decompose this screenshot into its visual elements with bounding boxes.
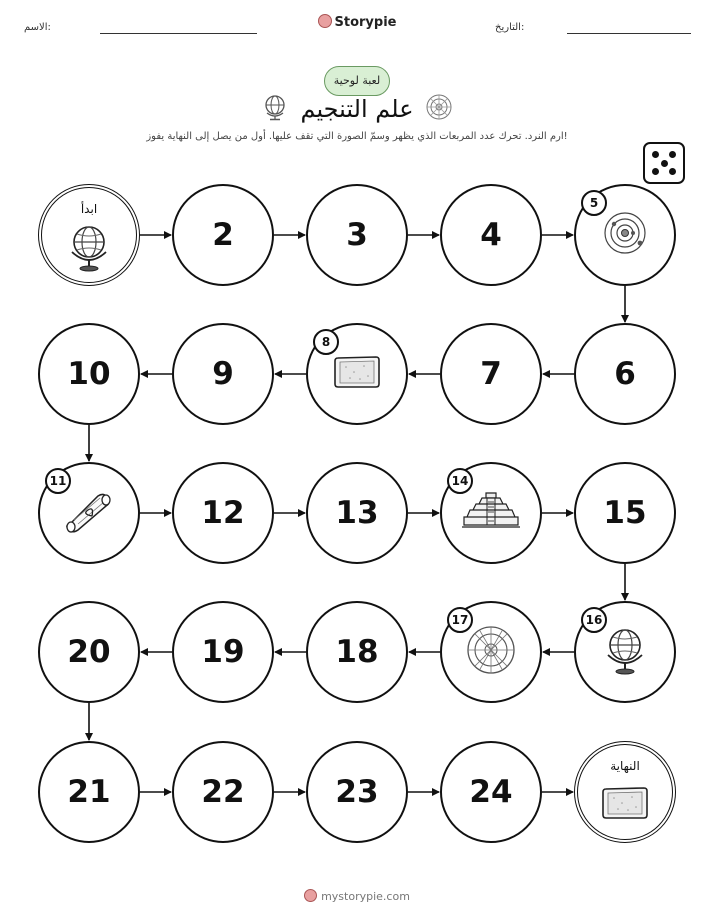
page-title: علم التنجيم bbox=[300, 95, 414, 123]
globe-icon bbox=[66, 222, 112, 276]
cell-number: 18 bbox=[335, 634, 379, 670]
cell-number-badge: 16 bbox=[581, 607, 607, 633]
cell-number-badge: 17 bbox=[447, 607, 473, 633]
board-cell-12 bbox=[172, 462, 274, 564]
board-cell-4 bbox=[440, 184, 542, 286]
scroll-icon bbox=[62, 488, 116, 538]
cell-number: 24 bbox=[469, 774, 513, 810]
cell-number-badge: 11 bbox=[45, 468, 71, 494]
board-cell-9 bbox=[172, 323, 274, 425]
board-cell-8 bbox=[306, 323, 408, 425]
board-cell-13 bbox=[306, 462, 408, 564]
start-label: ابدأ bbox=[80, 202, 98, 216]
board-cell-23 bbox=[306, 741, 408, 843]
cell-number: 20 bbox=[67, 634, 111, 670]
board-cell-10 bbox=[38, 323, 140, 425]
cell-number-badge: 8 bbox=[313, 329, 339, 355]
clay-tablet-icon bbox=[332, 354, 382, 394]
cell-number: 3 bbox=[346, 217, 368, 253]
brand-name: Storypie bbox=[334, 15, 397, 30]
game-type-tag: لعبة لوحية bbox=[324, 66, 390, 96]
cell-number: 7 bbox=[480, 356, 502, 392]
board-cell-2 bbox=[172, 184, 274, 286]
cell-number: 2 bbox=[212, 217, 234, 253]
cell-number: 9 bbox=[212, 356, 234, 392]
footer-url: mystorypie.com bbox=[321, 890, 410, 903]
cell-number: 13 bbox=[335, 495, 379, 531]
board-cell-18 bbox=[306, 601, 408, 703]
board-cell-16 bbox=[574, 601, 676, 703]
end-cell bbox=[574, 741, 676, 843]
board-cell-19 bbox=[172, 601, 274, 703]
zodiac-wheel-icon bbox=[466, 625, 516, 679]
pyramid-icon bbox=[462, 489, 520, 537]
cell-number: 12 bbox=[201, 495, 245, 531]
clay-tablet-icon bbox=[600, 785, 650, 825]
board-cell-22 bbox=[172, 741, 274, 843]
cell-number: 15 bbox=[603, 495, 647, 531]
board-cell-15 bbox=[574, 462, 676, 564]
board-cell-14 bbox=[440, 462, 542, 564]
cell-number-badge: 14 bbox=[447, 468, 473, 494]
globe-icon bbox=[602, 625, 648, 679]
storypie-logo-icon bbox=[304, 889, 317, 902]
board-cell-24 bbox=[440, 741, 542, 843]
start-cell bbox=[38, 184, 140, 286]
cell-number: 10 bbox=[67, 356, 111, 392]
board-cell-11 bbox=[38, 462, 140, 564]
name-label: الاسم: bbox=[24, 22, 51, 33]
solar-system-icon bbox=[602, 210, 648, 260]
board-cell-17 bbox=[440, 601, 542, 703]
cell-number: 23 bbox=[335, 774, 379, 810]
board-cell-6 bbox=[574, 323, 676, 425]
cell-number: 6 bbox=[614, 356, 636, 392]
date-label: التاريخ: bbox=[495, 22, 525, 33]
cell-number: 21 bbox=[67, 774, 111, 810]
cell-number: 19 bbox=[201, 634, 245, 670]
board-cell-21 bbox=[38, 741, 140, 843]
end-label: النهاية bbox=[610, 759, 640, 773]
instructions: ارم النرد. تحرك عدد المربعات الذي يظهر وسمّ الصورة التي تقف عليها. أول من يصل إلى النهاية يفوز! bbox=[146, 131, 568, 142]
cell-number-badge: 5 bbox=[581, 190, 607, 216]
footer bbox=[0, 889, 714, 903]
board-cell-7 bbox=[440, 323, 542, 425]
cell-number: 22 bbox=[201, 774, 245, 810]
board-cell-20 bbox=[38, 601, 140, 703]
cell-number: 4 bbox=[480, 217, 502, 253]
board-cell-3 bbox=[306, 184, 408, 286]
board-cell-5 bbox=[574, 184, 676, 286]
